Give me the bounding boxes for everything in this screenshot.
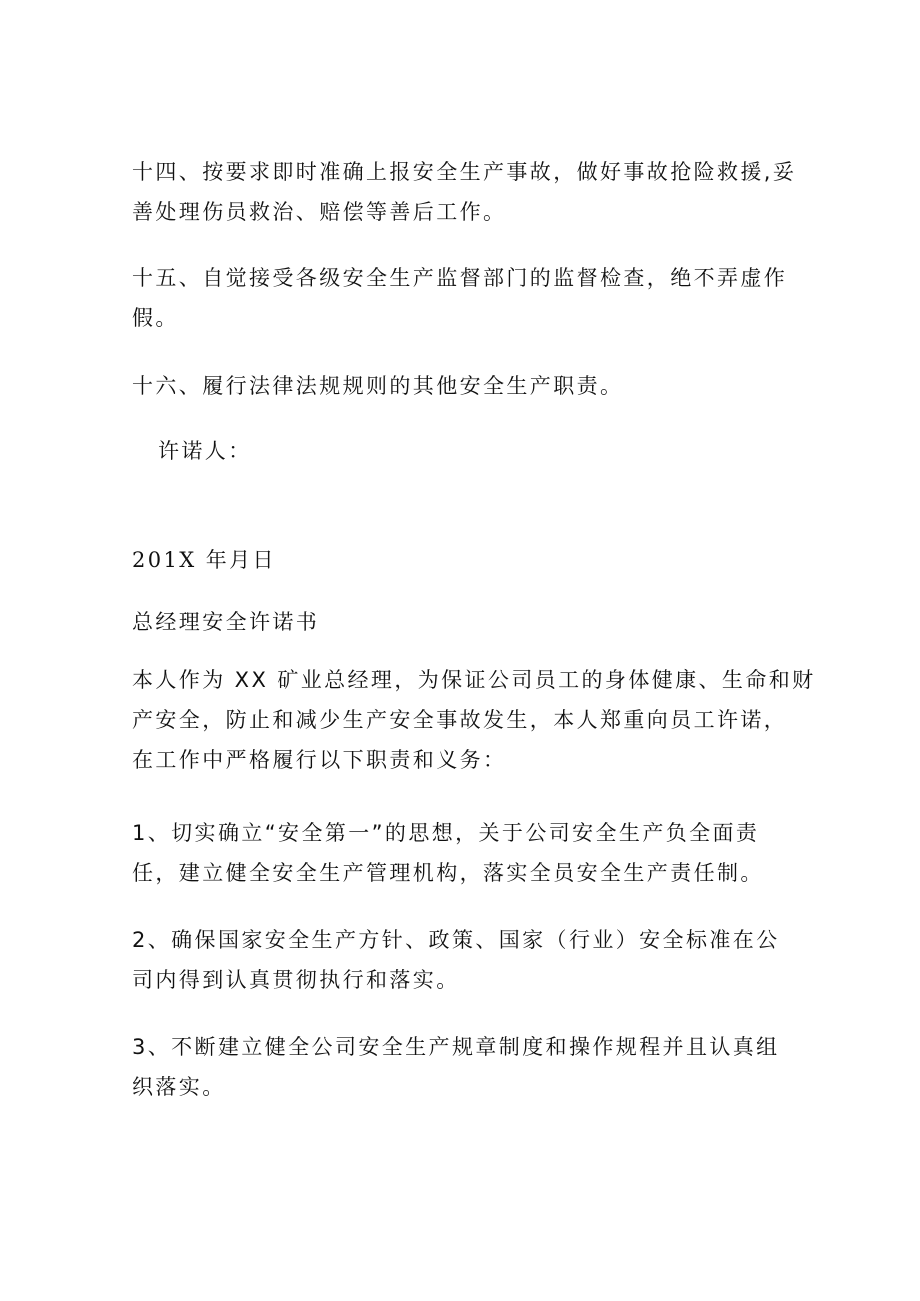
clause-16-line-1: 十六、履行法律法规规则的其他安全生产职责。 [132,374,624,398]
intro-line-3: 在工作中严格履行以下职责和义务： [132,748,507,772]
clause-14-line-1: 十四、按要求即时准确上报安全生产事故，做好事故抢险救援,妥 [132,160,797,184]
item-1 [132,813,792,893]
date-line: 201X 年月日 [132,548,276,572]
item-2-line-1: 2、确保国家安全生产方针、政策、国家（行业）安全标准在公 [132,928,780,952]
document-title: 总经理安全许诺书 [132,610,320,634]
clause-14-line-2: 善处理伤员救治、赔偿等善后工作。 [132,200,507,224]
item-2 [132,920,792,1000]
item-3-line-2: 织落实。 [132,1075,226,1099]
clause-14 [132,152,797,232]
clause-15-line-1: 十五、自觉接受各级安全生产监督部门的监督检查，绝不弄虚作 [132,266,788,290]
intro-line-1: 本人作为 XX 矿业总经理，为保证公司员工的身体健康、生命和财 [132,668,816,692]
item-2-line-2: 司内得到认真贯彻执行和落实。 [132,968,460,992]
clause-16 [132,366,792,406]
intro-line-2: 产安全，防止和减少生产安全事故发生，本人郑重向员工许诺， [132,708,788,732]
clause-15-line-2: 假。 [132,306,179,330]
item-1-line-1: 1、切实确立“安全第一”的思想，关于公司安全生产负全面责 [132,821,760,845]
clause-15 [132,258,792,338]
item-3-line-1: 3、不断建立健全公司安全生产规章制度和操作规程并且认真组 [132,1035,780,1059]
item-3 [132,1027,792,1107]
item-1-line-2: 任，建立健全安全生产管理机构，落实全员安全生产责任制。 [132,861,764,885]
intro-paragraph [132,660,816,780]
promisor-label: 许诺人： [158,439,252,463]
